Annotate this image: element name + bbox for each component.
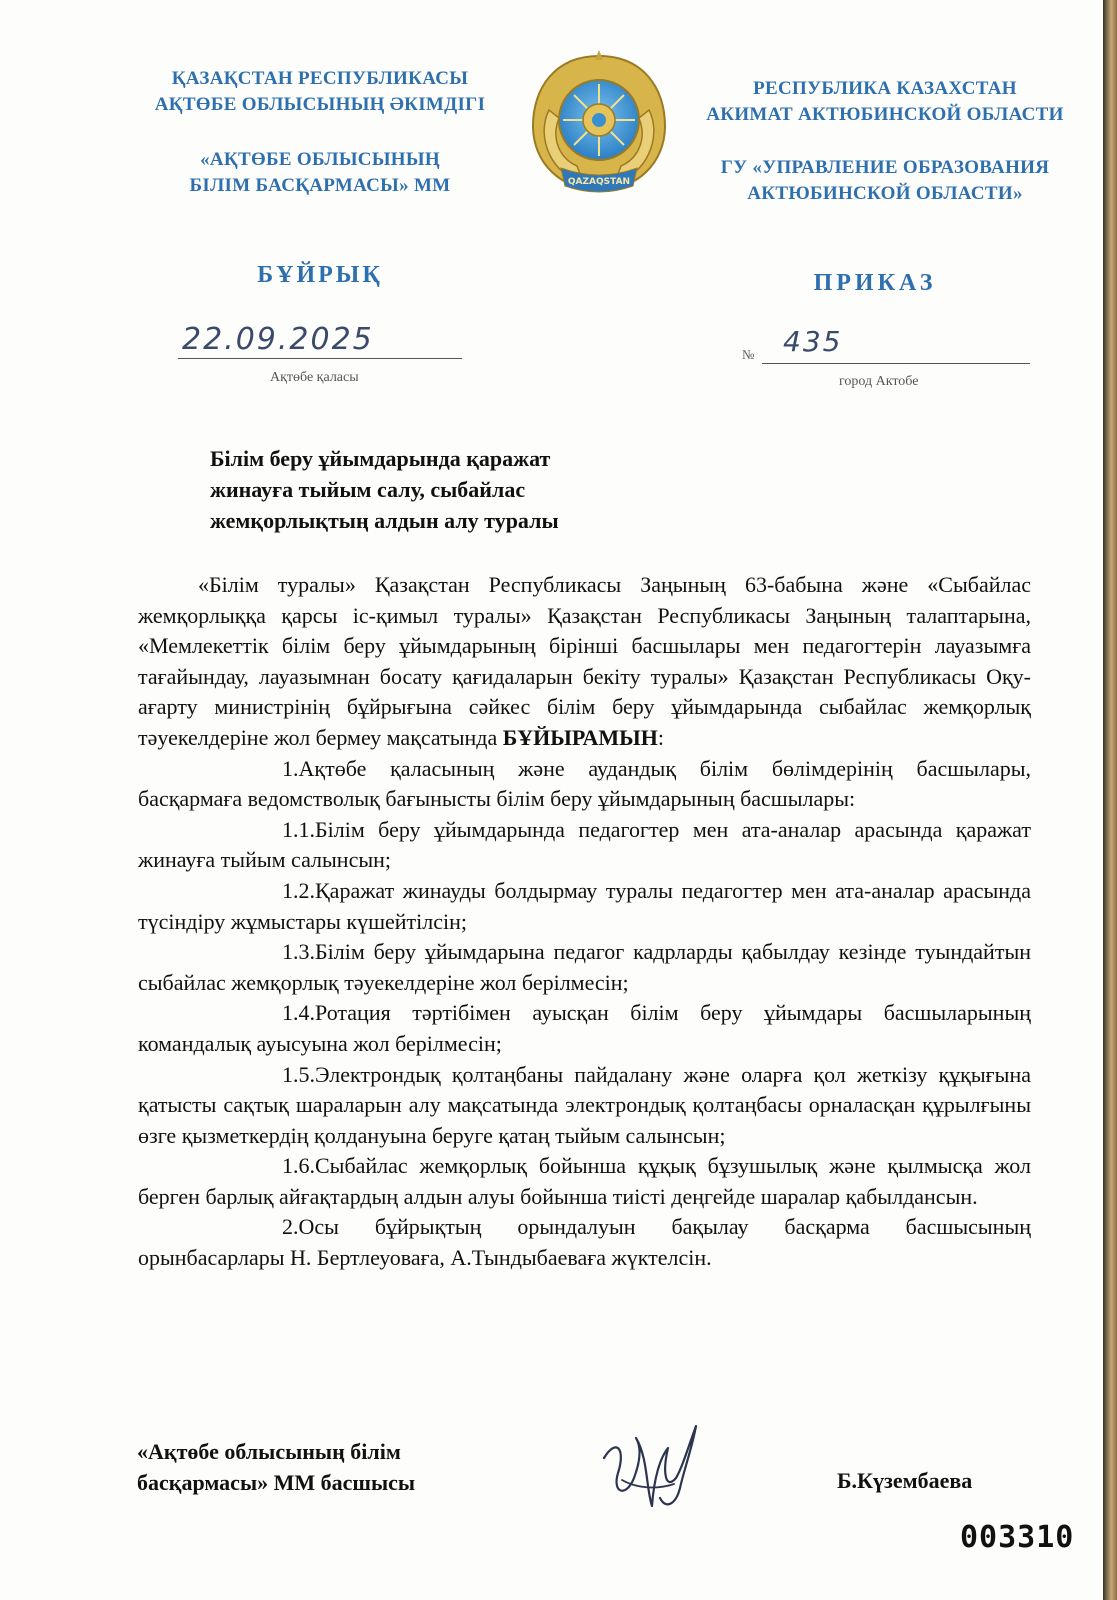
item-1-6: Сыбайлас жемқорлық бойынша құқық бұзушылық және қылмысқа жол берген барлық айғақтардың алдын алуы бойынша тиісті деңгейде шаралар қабылдансын. <box>138 1153 1031 1209</box>
number-label: № <box>742 347 755 362</box>
signatory-name: Б.Күзембаева <box>837 1468 973 1493</box>
order-subject: Білім беру ұйымдарында қаражат жинауға тыйым салу, сыбайлас жемқорлықтың алдын алу туралы <box>210 446 559 533</box>
number-underline <box>762 363 1030 364</box>
page-edge <box>1103 0 1117 1600</box>
emblem-text: QAZAQSTAN <box>567 177 631 187</box>
header-left-org: ҚАЗАҚСТАН РЕСПУБЛИКАСЫ АҚТӨБЕ ОБЛЫСЫНЫҢ ӘКІМДІГІ <box>154 68 486 115</box>
order-title-ru: ПРИКАЗ <box>813 270 937 296</box>
city-kz: Ақтөбе қаласы <box>270 370 359 385</box>
item-1-1: Білім беру ұйымдарында педагогтер мен ата-аналар арасында қаражат жинауға тыйым салынсын; <box>138 816 1031 873</box>
header-right-dept: ГУ «УПРАВЛЕНИЕ ОБРАЗОВАНИЯ АКТЮБИНСКОЙ ОБЛАСТИ» <box>720 157 1050 204</box>
item-1-5: Электрондық қолтаңбаны пайдалану және оларға қол жеткізу құқығына қатысты сақтық шараларын алу мақсатында электрондық қолтаңбасы орналасқан құрылғыны өзге қызметкердің қолдануына беруге қатаң тыйым салынсын; <box>138 1061 1031 1148</box>
item-2: Осы бұйрықтың орындалуын бақылау басқарма басшысының орынбасарлары Н. Бертлеуоваға, А.Тындыбаеваға жүктелсін. <box>138 1214 1031 1271</box>
item-1-3: Білім беру ұйымдарына педагог кадрларды қабылдау кезінде туындайтын сыбайлас жемқорлық тәуекелдеріне жол берілмесін; <box>138 939 1031 995</box>
header-left-dept: «АҚТӨБЕ ОБЛЫСЫНЫҢ БІЛІМ БАСҚАРМАСЫ» ММ <box>189 149 451 196</box>
header-right-org: РЕСПУБЛИКА КАЗАХСТАН АКИМАТ АКТЮБИНСКОЙ ОБЛАСТИ <box>706 78 1064 125</box>
item-1-2: Қаражат жинауды болдырмау туралы педагогтер мен ата-аналар арасында түсіндіру жұмыстары күшейтілсін; <box>138 877 1031 934</box>
date-underline <box>178 358 462 359</box>
order-number: 435 <box>783 325 843 358</box>
handwritten-signature <box>596 1418 701 1518</box>
item-1: Ақтөбе қаласының және аудандық білім бөлімдерінің басшылары, басқармаға ведомстволық бағынысты білім беру ұйымдарының басшылары: <box>138 755 1031 812</box>
command-word: БҰЙЫРАМЫН <box>502 724 658 750</box>
document-serial-number: 003310 <box>960 1520 1075 1555</box>
signatory-position: «Ақтөбе облысының білім басқармасы» ММ басшысы <box>137 1439 416 1495</box>
state-emblem-icon <box>525 48 673 198</box>
order-title-kz: БҰЙРЫҚ <box>257 262 383 288</box>
city-ru: город Актобе <box>839 374 919 389</box>
item-1-4: Ротация тәртібімен ауысқан білім беру ұйымдары басшыларының командалық ауысуына жол берілмесін; <box>138 1000 1031 1056</box>
preamble: «Білім туралы» Қазақстан Республикасы Заңының 63-бабына және «Сыбайлас жемқорлыққа қарсы іс-қимыл туралы» Қазақстан Республикасы Заңының талаптарына, «Мемлекеттік білім беру ұйымдарының бірінші басшылары мен педагогтерін лауазымға тағайындау, лауазымнан босату қағидаларын бекіту туралы» Қазақстан Республикасы Оқу-ағарту министрінің бұйрығына сәйкес білім беру ұйымдарында сыбайлас жемқорлық тәуекелдеріне жол бермеу мақсатында БҰЙЫРАМЫН: <box>138 572 1031 750</box>
order-date: 22.09.2025 <box>182 322 374 357</box>
order-body: «Білім туралы» Қазақстан Республикасы Заңының 63-бабына және «Сыбайлас жемқорлыққа қарсы іс-қимыл туралы» Қазақстан Республикасы Заңының талаптарына, «Мемлекеттік білім беру ұйымдарының бірінші басшылары мен педагогтерін лауазымға тағайындау, лауазымнан босату қағидаларын бекіту туралы» Қазақстан Республикасы Оқу-ағарту министрінің бұйрығына сәйкес білім беру ұйымдарында сыбайлас жемқорлық тәуекелдеріне жол бермеу мақсатында БҰЙЫРАМЫН: 1.Ақтөбе қаласының және аудандық білім бөлімдерінің басшылары, басқармаға ведомстволық бағынысты білім беру ұйымдарының басшылары: 1.1.Білім беру ұйымдарында педагогтер мен ата-аналар арасында қаражат жинауға тыйым салынсын; 1.2.Қаражат жинауды болдырмау туралы педагогтер мен ата-аналар арасында түсіндіру жұмыстары күшейтілсін; 1.3.Білім беру ұйымдарына педагог кадрларды қабылдау кезінде туындайтын сыбайлас жемқорлық тәуекелдеріне жол берілмесін; 1.4.Ротация тәртібімен ауысқан білім беру ұйымдары басшыларының командалық ауысуына жол берілмесін; 1.5.Электрондық қолтаңбаны пайдалану және оларға қол жеткізу құқығына қатысты сақтық шараларын алу мақсатында электрондық қолтаңбасы орналасқан құрылғыны өзге қызметкердің қолдануына беруге қатаң тыйым салынсын; 1.6.Сыбайлас жемқорлық бойынша құқық бұзушылық және қылмысқа жол берген барлық айғақтардың алдын алуы бойынша тиісті деңгейде шаралар қабылдансын. 2.Осы бұйрықтың орындалуын бақылау басқарма басшысының орынбасарлары Н. Бертлеуоваға, А.Тындыбаеваға жүктелсін. <box>138 572 1031 1271</box>
